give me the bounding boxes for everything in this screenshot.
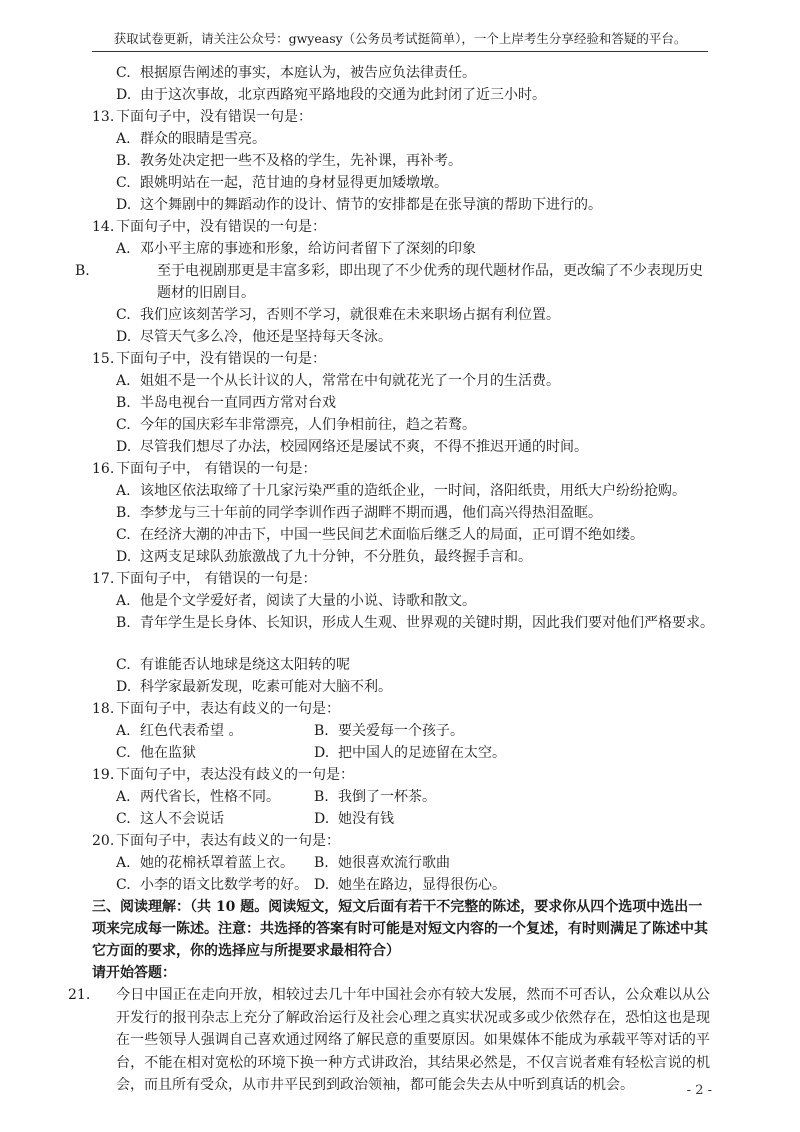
- q18-options-row-2: [92, 742, 710, 764]
- q18-stem: 18. 下面句子中，表达有歧义的一句是：: [92, 701, 340, 717]
- q12-option-c: C. 根据原告阐述的事实，本庭认为，被告应负法律责任。: [116, 65, 476, 81]
- q14-option-d: D. 尽管天气多么冷，他还是坚持每天冬泳。: [116, 329, 392, 345]
- page-number: - 2 -: [686, 1083, 712, 1098]
- exam-content: [68, 62, 714, 1097]
- start-answering-label: 请开始答题：: [92, 965, 176, 981]
- q18-option-a: A. 红色代表希望 。: [116, 723, 243, 739]
- q17-option-a: A. 他是个文学爱好者，阅读了大量的小说、诗歌和散文。: [116, 593, 476, 609]
- q16-stem: 16. 下面句子中， 有错误的一句是：: [92, 461, 317, 477]
- q16-option-d: D. 这两支足球队劲旅激战了九十分钟，不分胜负，最终握手言和。: [116, 549, 532, 565]
- q16-option-b: B. 李梦龙与三十年前的同学李训作西子湖畔不期而遇，他们高兴得热泪盈眶。: [116, 505, 602, 521]
- q15-option-b: B. 半岛电视台一直同西方常对台戏: [116, 395, 336, 411]
- q19-options-row-2: [92, 808, 710, 830]
- q20-options-row-2: [92, 874, 710, 896]
- q18-option-c: C. 他在监狱: [116, 745, 196, 761]
- q18-option-b: B. 要关爱每一个孩子。: [314, 723, 464, 739]
- q15-option-d: D. 尽管我们想尽了办法，校园网络还是屡试不爽，不得不推迟开通的时间。: [116, 439, 588, 455]
- q20-option-a: A. 她的花棉袄罩着蓝上衣。: [116, 855, 294, 871]
- q14-option-a: A. 邓小平主席的事迹和形象，给访问者留下了深刻的印象: [116, 241, 476, 257]
- q20-options-row-1: [92, 852, 710, 874]
- q16-option-c: C. 在经济大潮的冲击下，中国一些民间艺术面临后继乏人的局面，正可谓不绝如缕。: [116, 527, 644, 543]
- q19-option-a: A. 两代省长，性格不同。: [116, 789, 280, 805]
- q19-option-d: D. 她没有钱: [314, 811, 394, 827]
- q12-option-d: D. 由于这次事故，北京西路宛平路地段的交通为此封闭了近三小时。: [116, 87, 546, 103]
- q20-option-c: C. 小李的语文比数学考的好。: [116, 877, 308, 893]
- q14-stem: 14. 下面句子中，没有错误的一句是：: [92, 219, 326, 235]
- blank-gap: [92, 634, 710, 654]
- q18-option-d: D. 把中国人的足迹留在太空。: [314, 745, 506, 761]
- q13-stem: 13. 下面句子中，没有错误一句是：: [92, 109, 312, 125]
- page-header: [92, 30, 708, 52]
- q14-option-c: C. 我们应该刻苦学习，否则不学习，就很难在未来职场占据有利位置。: [116, 307, 560, 323]
- q17-option-b: B. 青年学生是长身体、长知识，形成人生观、世界观的关键时期，因此我们要对他们严格要求。: [116, 615, 714, 631]
- q20-stem: 20. 下面句子中，表达有歧义的一句是：: [92, 833, 340, 849]
- q13-option-b: B. 教务处决定把一些不及格的学生，先补课，再补考。: [116, 153, 462, 169]
- q17-option-c: C. 有谁能否认地球是绕这太阳转的呢: [116, 657, 350, 673]
- q17-stem: 17. 下面句子中， 有错误的一句是：: [92, 571, 317, 587]
- q19-stem: 19. 下面句子中，表达没有歧义的一句是：: [92, 767, 354, 783]
- q18-options-row-1: [92, 720, 710, 742]
- q16-option-a: A. 该地区依法取缔了十几家污染严重的造纸企业，一时间，洛阳纸贵，用纸大户纷纷抢购。: [116, 483, 686, 499]
- q19-options-row-1: [92, 786, 710, 808]
- q13-option-c: C. 跟姚明站在一起，范甘迪的身材显得更加矮墩墩。: [116, 175, 448, 191]
- q13-option-a: A. 群众的眼睛是雪亮。: [116, 131, 266, 147]
- q19-option-c: C. 这人不会说话: [116, 811, 224, 827]
- q15-option-c: C. 今年的国庆彩车非常漂亮，人们争相前往，趋之若鹜。: [116, 417, 476, 433]
- q20-option-b: B. 她很喜欢流行歌曲: [314, 855, 450, 871]
- q13-option-d: D. 这个舞剧中的舞蹈动作的设计、情节的安排都是在张导演的帮助下进行的。: [116, 197, 602, 213]
- header-notice: 获取试卷更新，请关注公众号：gwyeasy（公务员考试挺简单），一个上岸考生分享经验和答疑的平台。: [113, 31, 687, 46]
- q20-option-d: D. 她坐在路边，显得很伤心。: [314, 877, 506, 893]
- q14-option-b: B. 至于电视剧那更是丰富多彩，即出现了不少优秀的现代题材作品，更改编了不少表现历史题材的旧剧目。: [75, 263, 703, 301]
- q15-option-a: A. 姐姐不是一个从长计议的人，常常在中旬就花光了一个月的生活费。: [116, 373, 560, 389]
- section-3-title: 三、阅读理解：（共 10 题。阅读短文，短文后面有若干不完整的陈述，要求你从四个选项中选出一项来完成每一陈述。注意：共选择的答案有时可能是对短文内容的一个复述，有时则满足了陈述中其它方面的要求，你的选择应与所提要求最相符合）: [92, 899, 708, 959]
- q19-option-b: B. 我倒了一杯茶。: [314, 789, 436, 805]
- q15-stem: 15. 下面句子中，没有错误的一句是：: [92, 351, 326, 367]
- q21-passage: 21. 今日中国正在走向开放，相较过去几十年中国社会亦有较大发展，然而不可否认，公众难以从公开发行的报刊杂志上充分了解政治运行及社会心理之真实状况或多或少依然存在，恐怕这也是现在一些领导人强调自己喜欢通过网络了解民意的重要原因。如果媒体不能成为承载平等对话的平台，不能在相对宽松的环境下换一种方式讲政治，其结果必然是，不仅言说者难有轻松言说的机会，而且所有受众，从市井平民到到政治领袖，都可能会失去从中听到真话的机会。: [68, 987, 710, 1093]
- q17-option-d: D. 科学家最新发现，吃素可能对大脑不利。: [116, 679, 392, 695]
